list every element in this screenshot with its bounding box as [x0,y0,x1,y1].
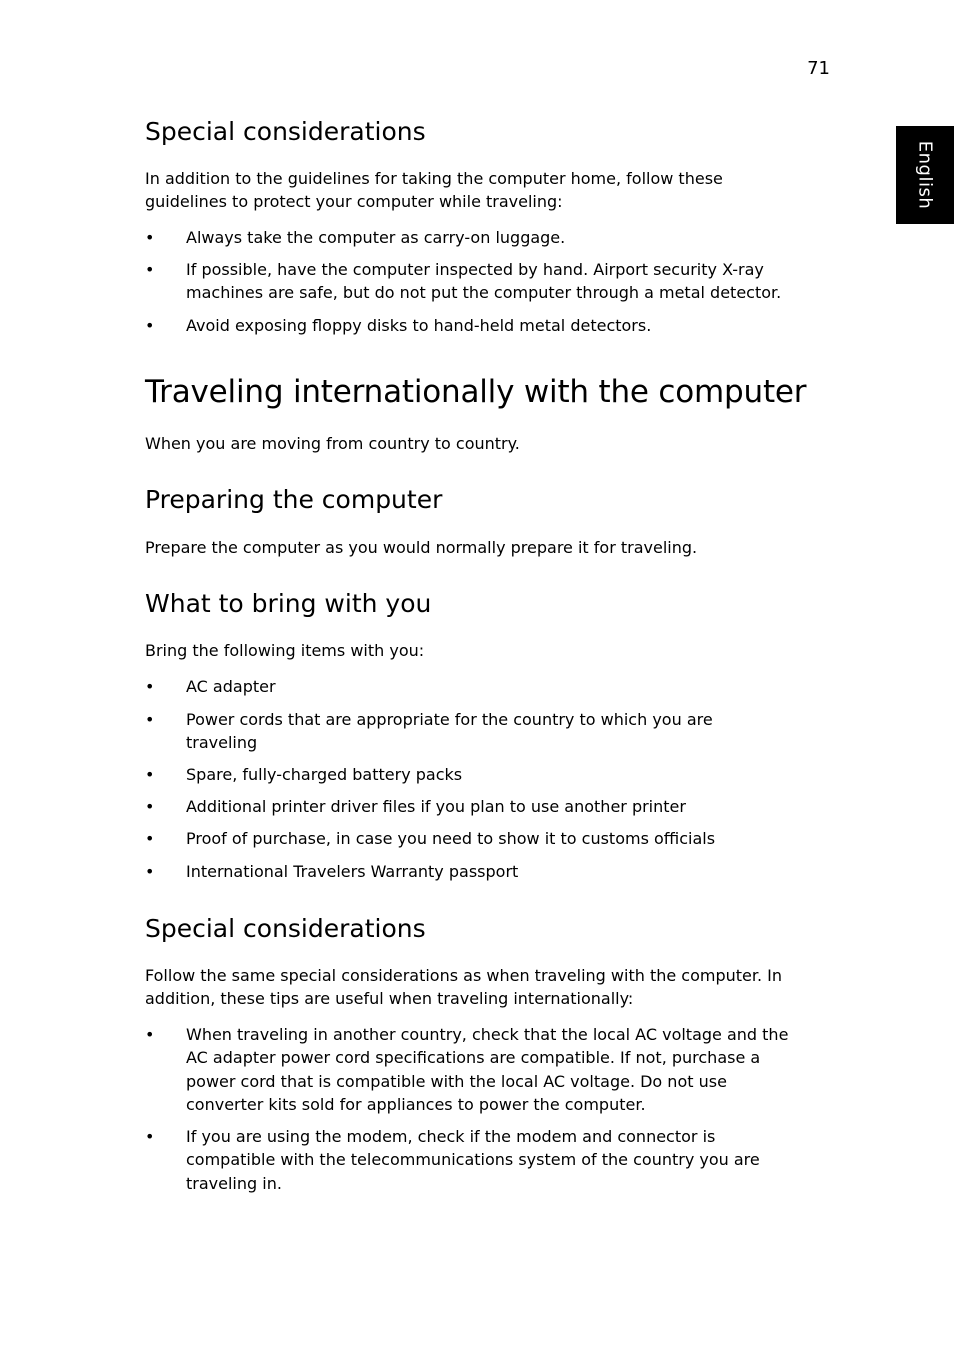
bullet-list [145,1023,835,1116]
list-item-text: Power cords that are appropriate for the country to which you are traveling [186,710,713,753]
section-special-considerations-2 [145,914,835,944]
section-intro [145,432,835,455]
bullet-list [145,1125,835,1195]
list-item-text: Additional printer driver files if you plan to use another printer [186,797,686,816]
bullet-list [145,763,835,786]
bullet-icon: • [145,862,155,881]
section-intro [145,167,835,214]
list-item [145,314,835,337]
list-item [145,763,835,786]
section-traveling-internationally [145,374,835,410]
paragraph: Bring the following items with you: [145,641,425,660]
list-item-text: Spare, fully-charged battery packs [186,765,463,784]
list-item-text: If you are using the modem, check if the modem and connector is compatible with the telecommunications system of the country you are traveling in. [186,1127,760,1193]
list-item [145,860,835,883]
list-item [145,226,835,249]
bullet-list [145,314,835,337]
bullet-icon: • [145,797,155,816]
bullet-list [145,258,835,305]
list-item-text: Always take the computer as carry-on luggage. [186,228,566,247]
list-item [145,827,835,850]
list-item-text: Avoid exposing floppy disks to hand-held metal detectors. [186,316,652,335]
section-preparing-computer [145,485,835,515]
section-intro [145,639,835,662]
list-item-text: International Travelers Warranty passport [186,862,519,881]
bullet-list [145,860,835,883]
list-item [145,1125,806,1195]
list-item [145,258,806,305]
language-tab [896,126,954,224]
list-item-text: Proof of purchase, in case you need to show it to customs officials [186,829,716,848]
bullet-list [145,708,835,755]
paragraph: Follow the same special considerations as when traveling with the computer. In addition, these tips are useful when traveling internationally: [145,966,783,1009]
list-item [145,795,835,818]
bullet-list [145,795,835,818]
section-body [145,536,835,559]
page-number: 71 [807,58,830,79]
bullet-icon: • [145,228,155,247]
bullet-icon: • [145,316,155,335]
bullet-icon: • [145,1127,155,1146]
section-special-considerations-1 [145,117,835,147]
list-item [145,708,726,755]
bullet-icon: • [145,1025,155,1044]
list-item [145,675,835,698]
bullet-icon: • [145,677,155,696]
section-intro [145,964,835,1011]
chapter-heading: Traveling internationally with the computer [145,374,807,410]
section-heading: Special considerations [145,117,426,146]
bullet-list [145,827,835,850]
bullet-icon: • [145,829,155,848]
list-item-text: AC adapter [186,677,276,696]
paragraph: Prepare the computer as you would normally prepare it for traveling. [145,538,698,557]
bullet-list [145,675,835,698]
section-heading: Special considerations [145,914,426,943]
list-item [145,1023,806,1116]
language-tab-label: English [914,140,936,210]
bullet-list [145,226,835,249]
list-item-text: When traveling in another country, check that the local AC voltage and the AC adapter power cord specifications are compatible. If not, purchase a power cord that is compatible with the local AC voltage. Do not use converter kits sold for appliances to power the computer. [186,1025,789,1114]
bullet-icon: • [145,260,155,279]
bullet-icon: • [145,765,155,784]
paragraph: When you are moving from country to country. [145,434,520,453]
list-item-text: If possible, have the computer inspected by hand. Airport security X-ray machines are safe, but do not put the computer through a metal detector. [186,260,782,303]
paragraph: In addition to the guidelines for taking the computer home, follow these guidelines to protect your computer while traveling: [145,169,723,212]
bullet-icon: • [145,710,155,729]
section-heading: What to bring with you [145,589,432,618]
section-heading: Preparing the computer [145,485,443,514]
section-what-to-bring [145,589,835,619]
